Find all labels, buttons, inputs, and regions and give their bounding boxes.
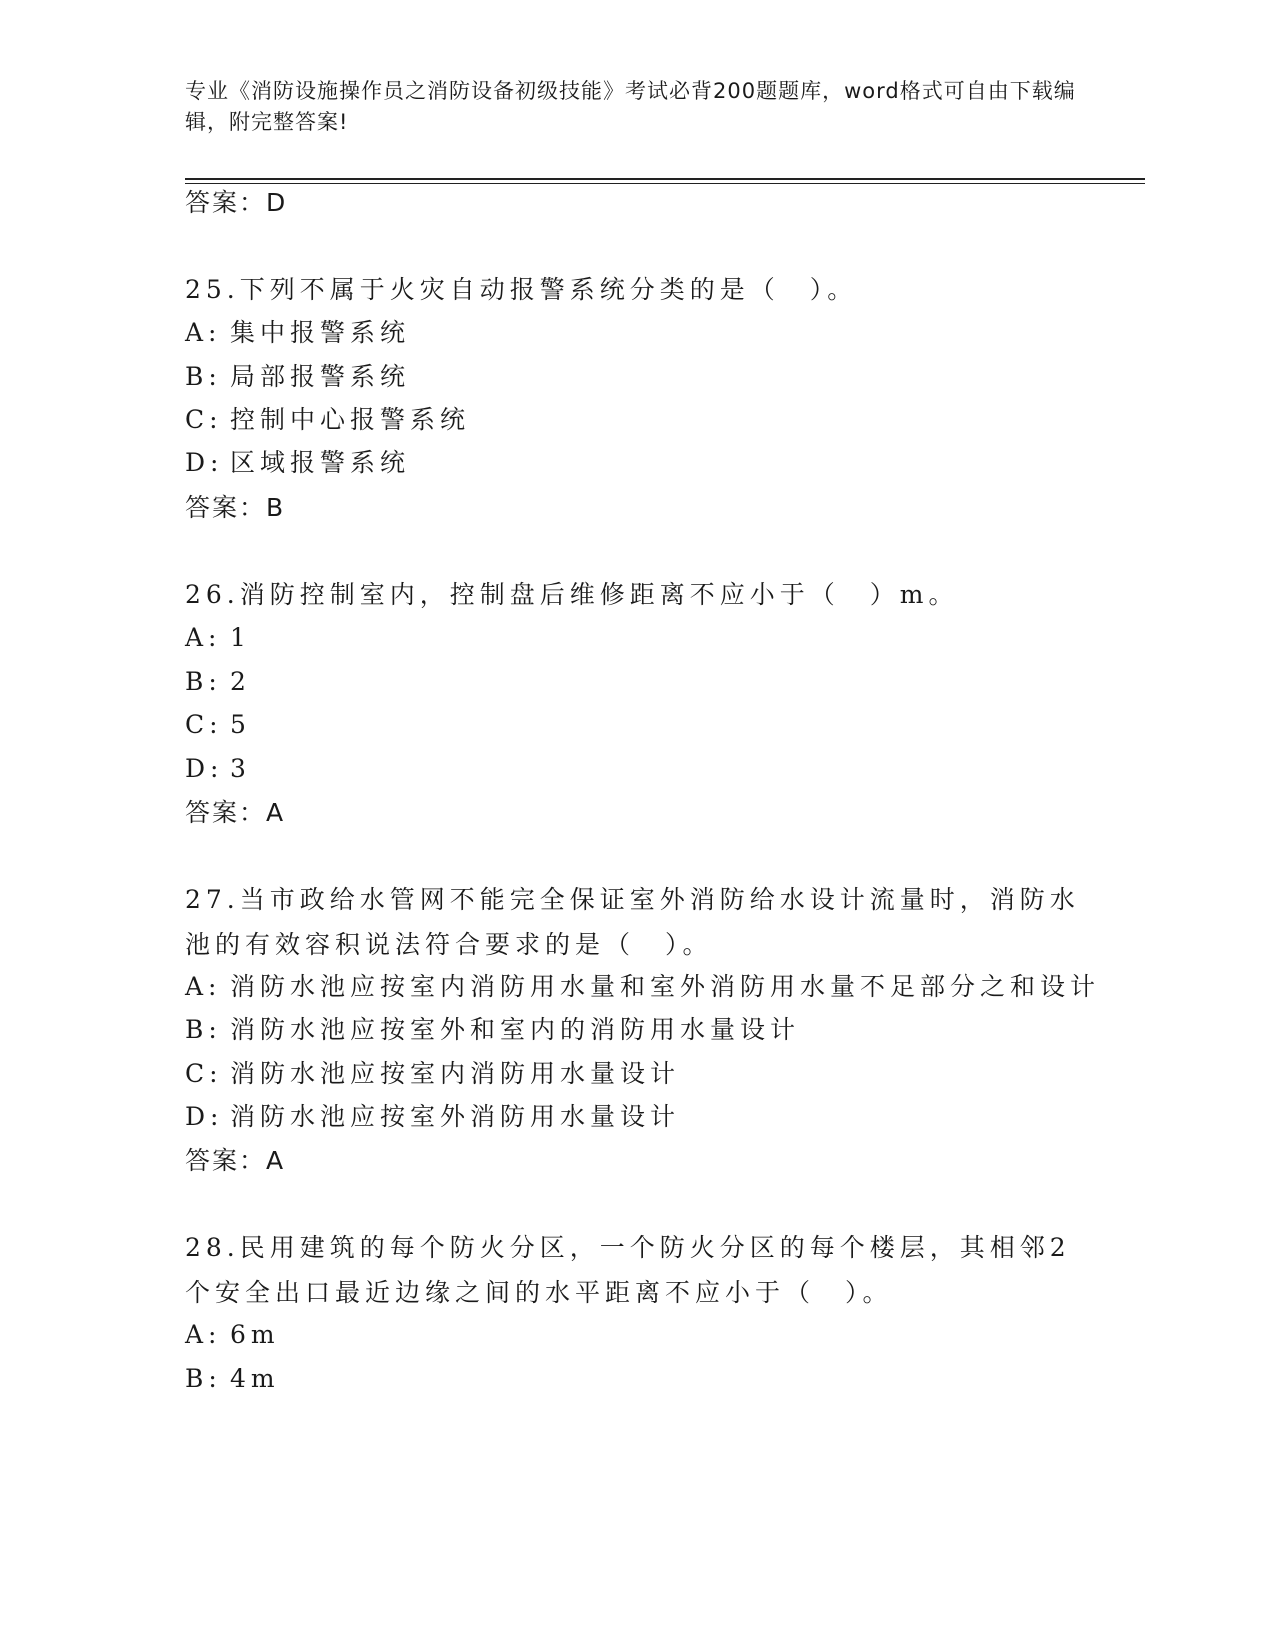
question-28-stem: 28.民用建筑的每个防火分区，一个防火分区的每个楼层，其相邻2个安全出口最近边缘之间的水平距离不应小于（ ）。 [185, 1233, 1071, 1307]
option-text: 局部报警系统 [230, 362, 411, 391]
question-25-option-c [185, 405, 470, 435]
question-26-option-d [185, 754, 251, 784]
question-26-option-c [185, 710, 251, 740]
option-label: B: [185, 667, 222, 696]
question-27-option-d [185, 1102, 680, 1132]
question-25-option-d [185, 448, 410, 478]
question-26-stem: 26.消防控制室内，控制盘后维修距离不应小于（ ）m。 [185, 580, 959, 609]
question-25-option-b [185, 362, 410, 392]
option-text: 6m [230, 1320, 280, 1349]
header-divider-thick [185, 178, 1145, 180]
question-25-stem: 25.下列不属于火灾自动报警系统分类的是（ ）。 [185, 275, 858, 304]
question-26-option-b [185, 667, 251, 697]
option-text: 消防水池应按室外和室内的消防用水量设计 [230, 1015, 801, 1044]
question-27-option-a [185, 972, 1100, 1002]
option-label: B: [185, 1015, 222, 1044]
option-text: 集中报警系统 [230, 318, 411, 347]
option-label: C: [185, 710, 223, 739]
question-27-option-c [185, 1059, 680, 1089]
option-label: C: [185, 1059, 223, 1088]
document-header: 专业《消防设施操作员之消防设备初级技能》考试必背200题题库，word格式可自由下载编辑，附完整答案! [185, 79, 1076, 134]
option-label: D: [185, 1102, 224, 1131]
option-text: 5 [230, 710, 251, 739]
option-text: 消防水池应按室内消防用水量设计 [230, 1059, 681, 1088]
option-text: 3 [230, 754, 251, 783]
question-27-option-b [185, 1015, 800, 1045]
answer-q27: 答案：A [185, 1146, 286, 1175]
option-label: A: [185, 623, 222, 652]
answer-q24: 答案：D [185, 188, 288, 217]
option-text: 2 [230, 667, 251, 696]
option-label: A: [185, 318, 222, 347]
question-26-option-a [185, 623, 251, 653]
option-label: C: [185, 405, 223, 434]
option-label: A: [185, 972, 222, 1001]
option-text: 区域报警系统 [230, 448, 411, 477]
question-27-stem: 27.当市政给水管网不能完全保证室外消防给水设计流量时，消防水池的有效容积说法符合要求的是（ ）。 [185, 885, 1080, 959]
question-25-option-a [185, 318, 410, 348]
question-28-option-b [185, 1364, 280, 1394]
header-divider-thin [185, 183, 1145, 184]
option-label: B: [185, 1364, 222, 1393]
option-text: 4m [230, 1364, 280, 1393]
option-label: B: [185, 362, 222, 391]
option-text: 消防水池应按室内消防用水量和室外消防用水量不足部分之和设计 [230, 972, 1101, 1001]
option-text: 消防水池应按室外消防用水量设计 [230, 1102, 681, 1131]
option-text: 1 [230, 623, 251, 652]
answer-q25: 答案：B [185, 493, 286, 522]
question-28-option-a [185, 1320, 280, 1350]
option-label: D: [185, 754, 224, 783]
answer-q26: 答案：A [185, 798, 286, 827]
option-text: 控制中心报警系统 [230, 405, 471, 434]
option-label: D: [185, 448, 224, 477]
option-label: A: [185, 1320, 222, 1349]
